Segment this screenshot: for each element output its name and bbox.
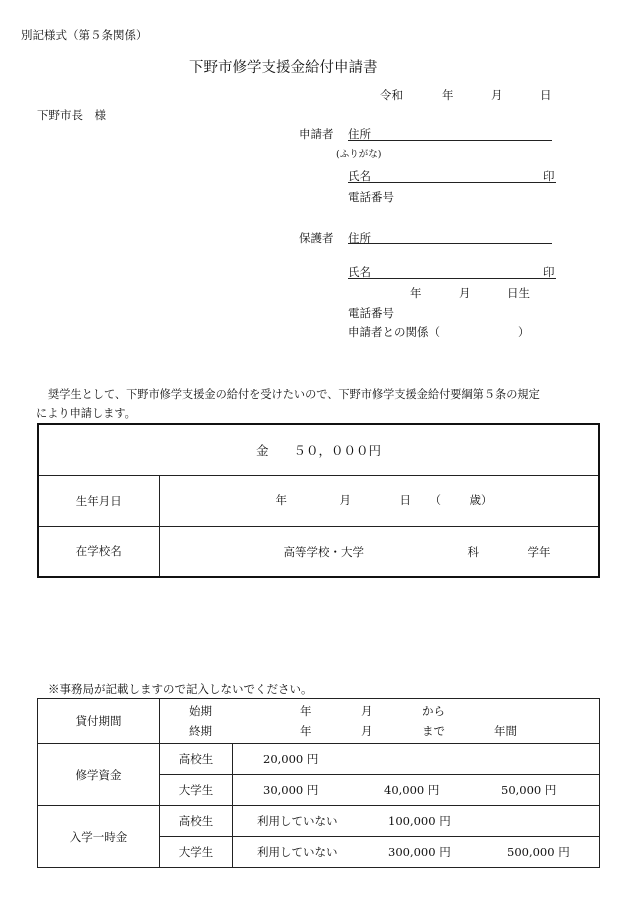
end-to: まで	[422, 724, 445, 738]
end-month: 月	[361, 724, 373, 738]
period-label: 貸付期間	[38, 699, 160, 744]
birth-value-cell[interactable]	[159, 475, 599, 526]
ichiji-u-option-1: 利用していない	[257, 845, 338, 859]
birth-label: 生年月日	[38, 475, 159, 526]
addressee: 下野市長 様	[37, 108, 106, 122]
ichiji-u-option-2: 300,000 円	[388, 845, 451, 859]
ichiji-label: 入学一時金	[38, 806, 160, 868]
applicant-role: 申請者	[299, 127, 334, 141]
start-year: 年	[300, 704, 312, 718]
shugaku-u-amount-2: 40,000 円	[384, 783, 440, 797]
shugaku-hs-label: 高校生	[160, 744, 233, 775]
shugaku-hs-cell	[233, 744, 600, 775]
application-table	[37, 423, 600, 578]
ichiji-hs-label: 高校生	[160, 806, 233, 837]
guardian-address-label: 住所	[348, 231, 371, 245]
guardian-birth-day: 日生	[507, 286, 530, 300]
school-label: 在学校名	[38, 526, 159, 577]
date-month: 月	[491, 88, 503, 102]
school-grade: 学年	[527, 544, 551, 559]
ichiji-hs-cell	[233, 806, 600, 837]
guardian-relation-close: ）	[518, 325, 530, 339]
birth-day: 日	[399, 492, 411, 507]
ichiji-hs-option-2: 100,000 円	[388, 814, 451, 828]
guardian-role: 保護者	[299, 231, 334, 245]
statement-line-1: 奨学生として、下野市修学支援金の給付を受けたいので、下野市修学支援金給付要綱第５条の規定	[48, 388, 540, 401]
amount-row	[38, 424, 599, 475]
ichiji-u-cell	[233, 837, 600, 868]
end-label: 終期	[189, 724, 212, 738]
guardian-relation-label: 申請者との関係（	[348, 325, 440, 339]
guardian-phone-label: 電話番号	[348, 306, 394, 320]
shugaku-u-amount-1: 30,000 円	[263, 783, 319, 797]
date-era: 令和	[380, 88, 403, 102]
ichiji-hs-option-1: 利用していない	[257, 814, 338, 828]
applicant-address-line[interactable]	[348, 140, 552, 141]
start-label: 始期	[189, 704, 212, 718]
period-row	[38, 699, 600, 744]
applicant-furigana-label: (ふりがな)	[336, 149, 382, 160]
school-value-cell[interactable]	[159, 526, 599, 577]
amount-cell: 金 ５０，０００円	[38, 424, 599, 475]
school-row	[38, 526, 599, 577]
birth-age-open: （	[429, 492, 441, 507]
ichiji-u-label: 大学生	[160, 837, 233, 868]
office-note: ※事務局が記載しますので記入しないでください。	[48, 682, 313, 696]
end-years: 年間	[494, 724, 517, 738]
date-year: 年	[442, 88, 454, 102]
applicant-address-label: 住所	[348, 127, 371, 141]
page-title: 下野市修学支援金給付申請書	[189, 60, 378, 76]
shugaku-hs-row	[38, 744, 600, 775]
start-month: 月	[361, 704, 373, 718]
form-label: 別記様式（第５条関係）	[21, 28, 148, 42]
end-year: 年	[300, 724, 312, 738]
applicant-name-label: 氏名	[348, 169, 371, 183]
school-type: 高等学校・大学	[283, 544, 364, 559]
birth-row	[38, 475, 599, 526]
guardian-name-label: 氏名	[348, 265, 371, 279]
guardian-seal: 印	[543, 265, 555, 279]
ichiji-hs-row	[38, 806, 600, 837]
birth-age: 歳）	[469, 492, 493, 507]
shugaku-u-amount-3: 50,000 円	[501, 783, 557, 797]
guardian-birth-year: 年	[410, 286, 422, 300]
shugaku-u-cell	[233, 775, 600, 806]
statement-line-2: により申請します。	[36, 407, 136, 420]
shugaku-hs-amount: 20,000 円	[263, 752, 319, 766]
applicant-name-line[interactable]	[348, 182, 556, 183]
applicant-seal: 印	[543, 169, 555, 183]
guardian-address-line[interactable]	[348, 243, 552, 244]
date-day: 日	[540, 88, 552, 102]
birth-month: 月	[339, 492, 351, 507]
applicant-phone-label: 電話番号	[348, 190, 394, 204]
shugaku-label: 修学資金	[38, 744, 160, 806]
guardian-name-line[interactable]	[348, 278, 556, 279]
start-from: から	[422, 704, 445, 718]
period-cell	[160, 699, 600, 744]
school-dept: 科	[467, 544, 479, 559]
office-table	[37, 698, 600, 868]
shugaku-u-label: 大学生	[160, 775, 233, 806]
birth-year: 年	[275, 492, 287, 507]
guardian-birth-month: 月	[459, 286, 471, 300]
ichiji-u-option-3: 500,000 円	[507, 845, 570, 859]
